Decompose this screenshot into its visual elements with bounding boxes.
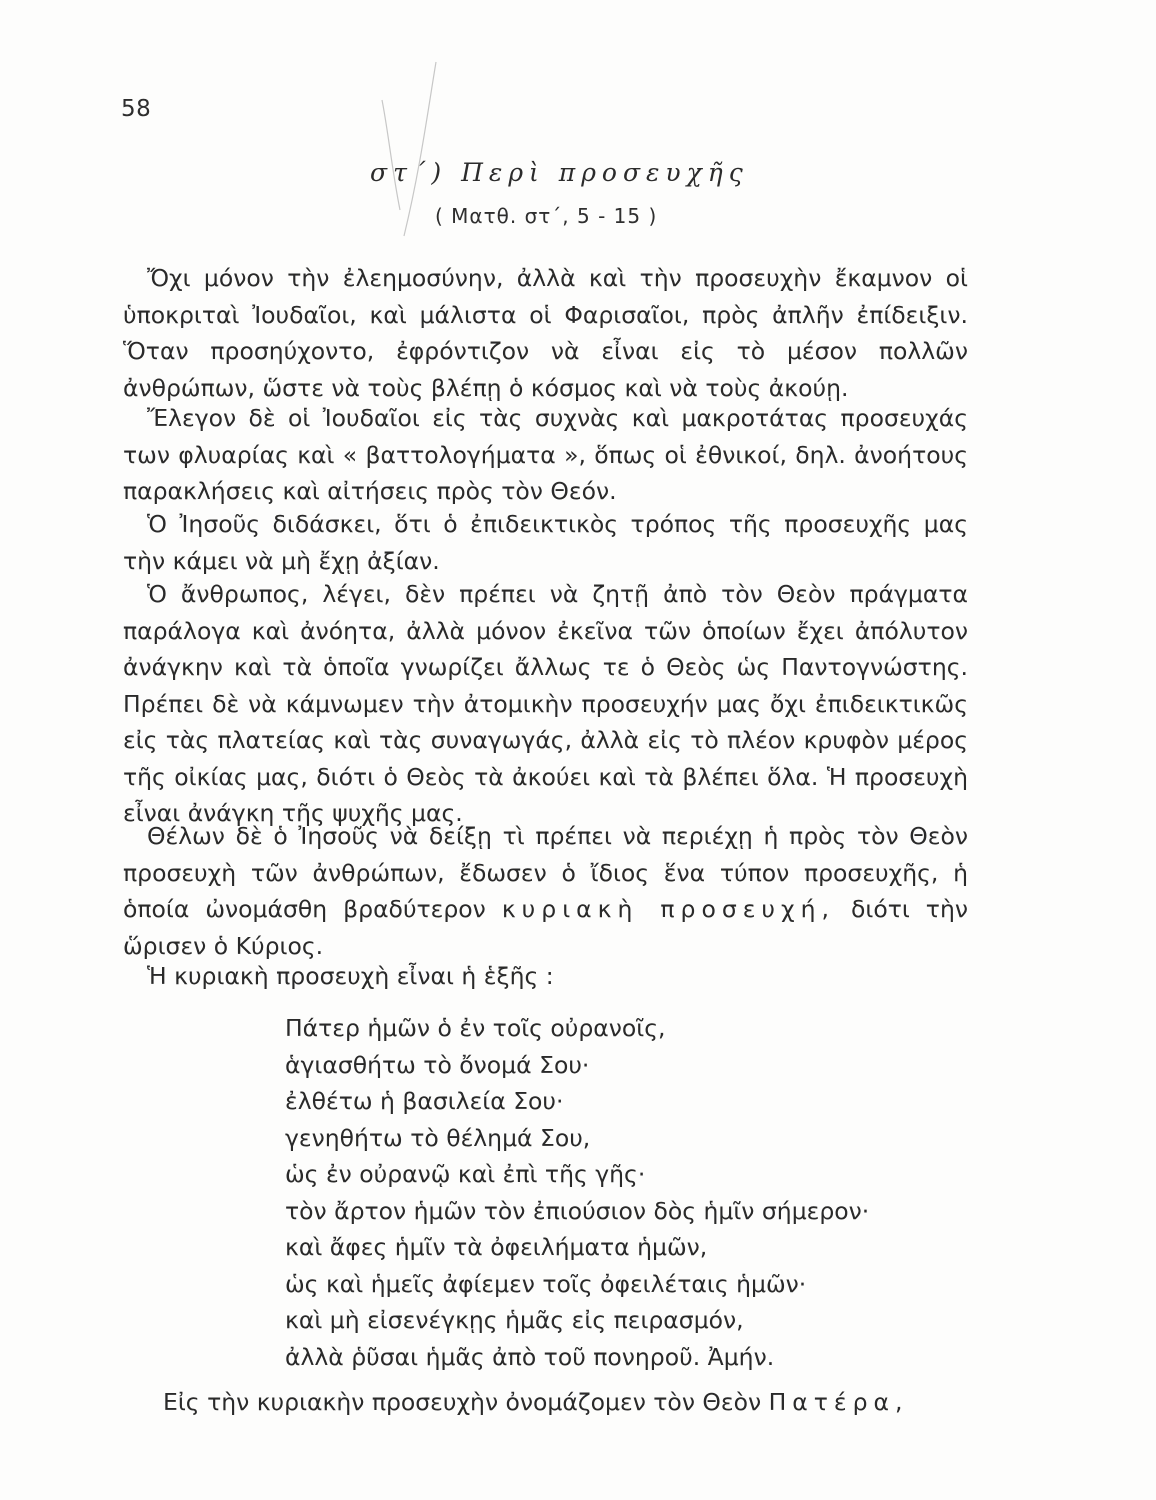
paragraph-last-text: Εἰς τὴν κυριακὴν προσευχὴν ὀνομάζομεν τὸν Θεὸν <box>163 1388 762 1416</box>
paragraph-last-emphasis: Πατέρα, <box>768 1388 909 1416</box>
prayer-line: γενηθήτω τὸ θέλημά Σου, <box>285 1123 591 1152</box>
prayer-line: ἐλθέτω ἡ βασιλεία Σου· <box>285 1087 564 1115</box>
prayer-line: ἀλλὰ ῥῦσαι ἡμᾶς ἀπὸ τοῦ πονηροῦ. Ἀμήν. <box>285 1342 775 1371</box>
paragraph-6: Ἡ κυριακὴ προσευχὴ εἶναι ἡ ἑξῆς : <box>147 962 554 990</box>
lords-prayer <box>285 1010 869 1375</box>
prayer-line: καὶ ἄφες ἡμῖν τὰ ὀφειλήματα ἡμῶν, <box>285 1233 708 1261</box>
prayer-line: Πάτερ ἡμῶν ὁ ἐν τοῖς οὐρανοῖς, <box>285 1014 666 1042</box>
paragraph-3: Ὁ Ἰησοῦς διδάσκει, ὅτι ὁ ἐπιδεικτικὸς τρόπος τῆς προσευχῆς μας τὴν κάμει νὰ μὴ ἔχῃ ἀξίαν. <box>123 510 968 575</box>
paragraph-5-text: Θέλων δὲ ὁ Ἰησοῦς νὰ δείξῃ τὶ πρέπει νὰ περιέχῃ ἡ πρὸς τὸν Θεὸν προσευχὴ τῶν ἀνθρώπων, ἔδωσεν ὁ ἴδιος ἕνα τύπον προσευχῆς, ἡ ὁποία ὠνομάσθη βραδύτερον <box>123 822 968 923</box>
paragraph-1: Ὄχι μόνον τὴν ἐλεημοσύνην, ἀλλὰ καὶ τὴν προσευχὴν ἔκαμνον οἱ ὑποκριταὶ Ἰουδαῖοι, καὶ μάλιστα οἱ Φαρισαῖοι, πρὸς ἀπλῆν ἐπίδειξιν. Ὅταν προσηύχοντο, ἐφρόντιζον νὰ εἶναι εἰς τὸ μέσον πολλῶν ἀνθρώπων, ὥστε νὰ τοὺς βλέπῃ ὁ κόσμος καὶ νὰ τοὺς ἀκούῃ. <box>123 264 968 402</box>
prayer-line: ὡς καὶ ἡμεῖς ἀφίεμεν τοῖς ὀφειλέταις ἡμῶν· <box>285 1269 807 1298</box>
section-reference: ( Ματθ. στ΄, 5 - 15 ) <box>435 204 658 228</box>
prayer-line: καὶ μὴ εἰσενέγκῃς ἡμᾶς εἰς πειρασμόν, <box>285 1306 744 1334</box>
section-heading: στ΄) Περὶ προσευχῆς <box>370 158 749 187</box>
paragraph-4: Ὁ ἄνθρωπος, λέγει, δὲν πρέπει νὰ ζητῇ ἀπὸ τὸν Θεὸν πράγματα παράλογα καὶ ἀνόητα, ἀλλὰ μόνον ἐκεῖνα τῶν ὁποίων ἔχει ἀπόλυτον ἀνάγκην καὶ τὰ ὁποῖα γνωρίζει ἄλλως τε ὁ Θεὸς ὡς Παντογνώστης. Πρέπει δὲ νὰ κάμνωμεν τὴν ἀτομικὴν προσευχήν μας ὄχι ἐπιδεικτικῶς εἰς τὰς πλατείας καὶ τὰς συναγωγάς, ἀλλὰ εἰς τὸ πλέον κρυφὸν μέρος τῆς οἰκίας μας, διότι ὁ Θεὸς τὰ ἀκούει καὶ τὰ βλέπει ὅλα. Ἡ προσευχὴ εἶναι ἀνάγκη τῆς ψυχῆς μας. <box>123 580 968 827</box>
pencil-mark <box>380 60 440 245</box>
paragraph-5-emphasis: κυριακὴ προσευχή, <box>501 895 835 923</box>
paragraph-5 <box>123 818 968 964</box>
page-number: 58 <box>121 96 152 122</box>
prayer-line: τὸν ἄρτον ἡμῶν τὸν ἐπιούσιον δὸς ἡμῖν σήμερον· <box>285 1196 870 1225</box>
prayer-line: ἁγιασθήτω τὸ ὄνομά Σου· <box>285 1050 590 1079</box>
paragraph-last <box>123 1384 968 1421</box>
paragraph-5-end: διότι τὴν ὥρισεν ὁ Κύριος. <box>123 895 968 960</box>
prayer-line: ὡς ἐν οὐρανῷ καὶ ἐπὶ τῆς γῆς· <box>285 1160 646 1188</box>
paragraph-2: Ἔλεγον δὲ οἱ Ἰουδαῖοι εἰς τὰς συχνὰς καὶ μακροτάτας προσευχάς των φλυαρίας καὶ « βαττολογήματα », ὅπως οἱ ἐθνικοί, δηλ. ἀνοήτους παρακλήσεις καὶ αἰτήσεις πρὸς τὸν Θεόν. <box>123 404 968 505</box>
